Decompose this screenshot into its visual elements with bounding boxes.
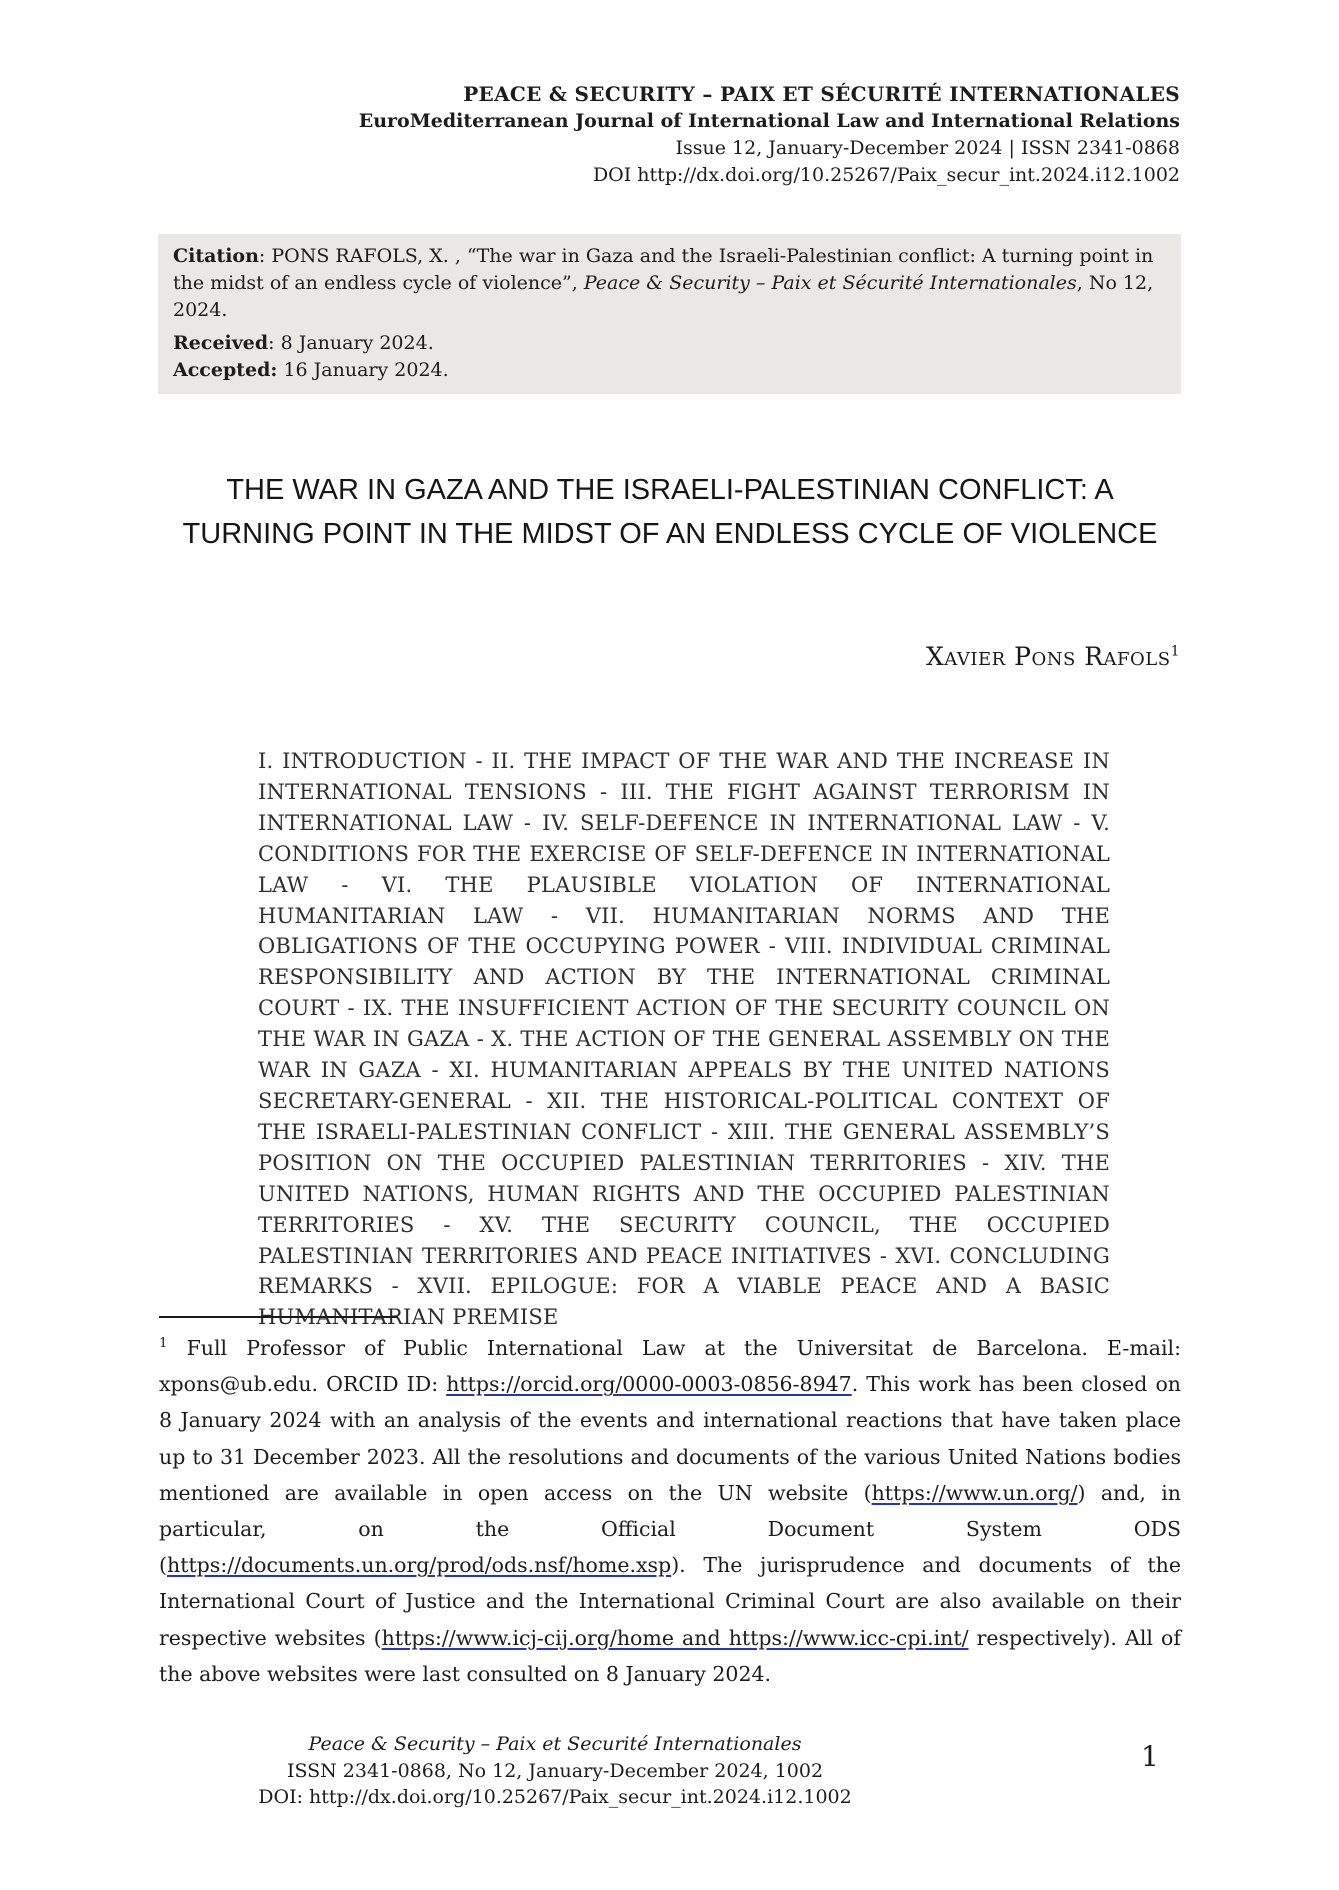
text-segment: 16 January 2024. xyxy=(277,359,449,381)
hyperlink[interactable]: https://www.un.org/ xyxy=(871,1480,1078,1505)
page-footer xyxy=(160,1731,950,1811)
page-number: 1 xyxy=(1141,1740,1159,1773)
footer-issn-line: ISSN 2341-0868, No 12, January-December 2024, 1002 xyxy=(286,1759,824,1782)
text-segment: Received xyxy=(173,332,269,354)
article-outline: I. INTRODUCTION - II. THE IMPACT OF THE WAR AND THE INCREASE IN INTERNATIONAL TENSIONS - III. THE FIGHT AGAINST TERRORISM IN INTERNATIONAL LAW - IV. SELF-DEFENCE IN INTERNATIONAL LAW - V. CONDITIONS FOR THE EXERCISE OF SELF-DEFENCE IN INTERNATIONAL LAW - VI. THE PLAUSIBLE VIOLATION OF INTERNATIONAL HUMANITARIAN LAW - VII. HUMANITARIAN NORMS AND THE OBLIGATIONS OF THE OCCUPYING POWER - VIII. INDIVIDUAL CRIMINAL RESPONSIBILITY AND ACTION BY THE INTERNATIONAL CRIMINAL COURT - IX. THE INSUFFICIENT ACTION OF THE SECURITY COUNCIL ON THE WAR IN GAZA - X. THE ACTION OF THE GENERAL ASSEMBLY ON THE WAR IN GAZA - XI. HUMANITARIAN APPEALS BY THE UNITED NATIONS SECRETARY-GENERAL - XII. THE HISTORICAL-POLITICAL CONTEXT OF THE ISRAELI-PALESTINIAN CONFLICT - XIII. THE GENERAL ASSEMBLY’S POSITION ON THE OCCUPIED PALESTINIAN TERRITORIES - XIV. THE UNITED NATIONS, HUMAN RIGHTS AND THE OCCUPIED PALESTINIAN TERRITORIES - XV. THE SECURITY COUNCIL, THE OCCUPIED PALESTINIAN TERRITORIES AND PEACE INITIATIVES - XVI. CONCLUDING REMARKS - XVII. EPILOGUE: FOR A VIABLE PEACE AND A BASIC HUMANITARIAN PREMISE xyxy=(258,749,1110,1330)
text-segment: ). The jurisprudence and documents of the International Court of Justice and the International Criminal Court are also available on their respective websites ( xyxy=(159,1553,1181,1650)
author-footnote-ref: 1 xyxy=(1170,643,1180,660)
article-title: THE WAR IN GAZA AND THE ISRAELI-PALESTINIAN CONFLICT: A TURNING POINT IN THE MIDST OF AN ENDLESS CYCLE OF VIOLENCE xyxy=(182,474,1158,550)
footer-journal-name: Peace & Security – Paix et Securité Internationales xyxy=(308,1733,802,1755)
text-segment: respectively). All of the above websites were last consulted on 8 January 2024. xyxy=(159,1625,1181,1686)
footnote-1 xyxy=(159,1330,1181,1692)
hyperlink[interactable]: https://documents.un.org/prod/ods.nsf/home.xsp xyxy=(167,1553,672,1578)
author-line xyxy=(926,642,1180,671)
accepted-line xyxy=(173,357,1165,384)
text-segment: . This work has been closed on 8 January 2024 with an analysis of the events and international reactions that have taken place up to 31 December 2023. All the resolutions and documents of the various United Nations bodies mentioned are available in open access on the UN website ( xyxy=(159,1372,1181,1505)
citation-box xyxy=(158,234,1181,394)
text-segment: , No 12, 2024. xyxy=(173,272,1154,321)
issue-issn-line: Issue 12, January-December 2024 | ISSN 2341-0868 xyxy=(675,137,1180,160)
journal-subtitle: EuroMediterranean Journal of International Law and International Relations xyxy=(358,110,1180,133)
journal-header xyxy=(359,80,1180,189)
doi-line: DOI http://dx.doi.org/10.25267/Paix_secur_int.2024.i12.1002 xyxy=(592,164,1180,187)
journal-title: PEACE & SECURITY – PAIX ET SÉCURITÉ INTERNATIONALES xyxy=(463,82,1180,106)
hyperlink[interactable]: https://orcid.org/0000-0003-0856-8947 xyxy=(446,1372,852,1397)
citation-text xyxy=(173,243,1165,324)
hyperlink[interactable]: https://www.icj-cij.org/home and https://www.icc-cpi.int/ xyxy=(381,1625,969,1650)
text-segment: : PONS RAFOLS, X. , “The war in Gaza and the Israeli-Palestinian conflict: A turning point in the midst of an endless cycle of violence”, xyxy=(173,245,1154,294)
text-segment: Peace & Security – Paix et Sécurité Internationales xyxy=(583,272,1077,294)
author-name: Xavier Pons Rafols xyxy=(925,642,1171,671)
text-segment: Citation xyxy=(173,245,259,267)
received-line xyxy=(173,330,1165,357)
text-segment: : 8 January 2024. xyxy=(268,332,434,354)
text-segment: Accepted: xyxy=(173,359,278,381)
footnote-separator xyxy=(159,1316,398,1318)
text-segment: ) and, in particular, on the Official Document System ODS ( xyxy=(159,1480,1181,1578)
footer-doi-line: DOI: http://dx.doi.org/10.25267/Paix_secur_int.2024.i12.1002 xyxy=(258,1786,852,1808)
text-segment: 1 xyxy=(159,1336,168,1352)
text-segment: Full Professor of Public International Law at the Universitat de Barcelona. E-mail: xpons@ub.edu. ORCID ID: xyxy=(159,1336,1181,1397)
